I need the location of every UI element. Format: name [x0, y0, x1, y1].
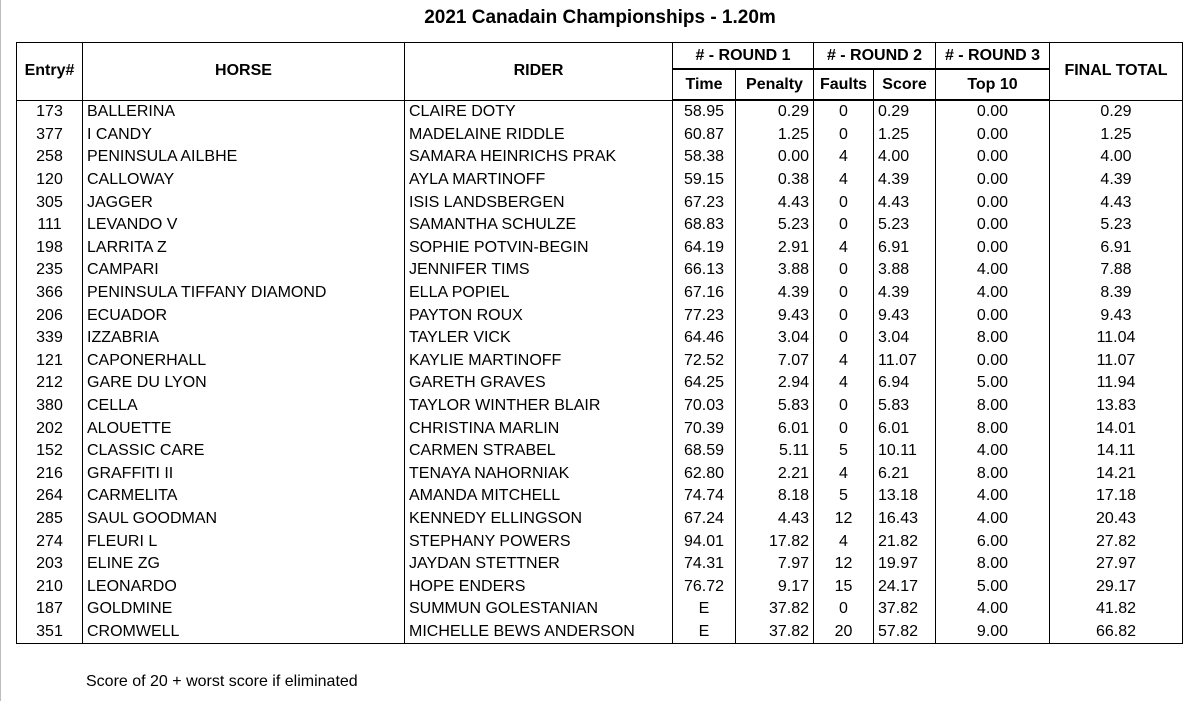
rider-cell: AMANDA MITCHELL: [405, 485, 673, 508]
time-cell: E: [673, 621, 736, 644]
time-cell: 62.80: [673, 463, 736, 486]
top10-cell: 4.00: [936, 440, 1050, 463]
horse-cell: ALOUETTE: [83, 417, 405, 440]
rider-cell: TAYLER VICK: [405, 327, 673, 350]
score-cell: 3.04: [874, 327, 936, 350]
score-cell: 4.39: [874, 169, 936, 192]
time-cell: 64.25: [673, 372, 736, 395]
horse-cell: CAPONERHALL: [83, 350, 405, 373]
time-cell: 67.24: [673, 508, 736, 531]
final-total-cell: 66.82: [1050, 621, 1183, 644]
penalty-cell: 0.38: [736, 169, 814, 192]
top10-cell: 0.00: [936, 237, 1050, 260]
footnote: Score of 20 + worst score if eliminated: [86, 673, 358, 690]
final-total-cell: 9.43: [1050, 304, 1183, 327]
horse-cell: IZZABRIA: [83, 327, 405, 350]
table-row: [17, 237, 1183, 260]
penalty-cell: 8.18: [736, 485, 814, 508]
header-faults: Faults: [814, 69, 874, 100]
score-cell: 4.00: [874, 146, 936, 169]
final-total-cell: 27.82: [1050, 530, 1183, 553]
horse-cell: ECUADOR: [83, 304, 405, 327]
header-score: Score: [874, 69, 936, 100]
table-row: [17, 575, 1183, 598]
top10-cell: 9.00: [936, 621, 1050, 644]
top10-cell: 5.00: [936, 575, 1050, 598]
score-cell: 9.43: [874, 304, 936, 327]
score-cell: 6.01: [874, 417, 936, 440]
table-row: [17, 100, 1183, 124]
table-row: [17, 440, 1183, 463]
top10-cell: 0.00: [936, 350, 1050, 373]
final-total-cell: 13.83: [1050, 395, 1183, 418]
entry-cell: 198: [17, 237, 83, 260]
time-cell: 70.39: [673, 417, 736, 440]
rider-cell: KENNEDY ELLINGSON: [405, 508, 673, 531]
entry-cell: 206: [17, 304, 83, 327]
score-cell: 5.83: [874, 395, 936, 418]
entry-cell: 216: [17, 463, 83, 486]
top10-cell: 0.00: [936, 304, 1050, 327]
score-cell: 16.43: [874, 508, 936, 531]
score-cell: 19.97: [874, 553, 936, 576]
penalty-cell: 5.11: [736, 440, 814, 463]
faults-cell: 4: [814, 146, 874, 169]
faults-cell: 20: [814, 621, 874, 644]
time-cell: 60.87: [673, 124, 736, 147]
horse-cell: LEONARDO: [83, 575, 405, 598]
table-row: [17, 304, 1183, 327]
faults-cell: 5: [814, 440, 874, 463]
entry-cell: 305: [17, 191, 83, 214]
final-total-cell: 8.39: [1050, 282, 1183, 305]
faults-cell: 4: [814, 530, 874, 553]
entry-cell: 258: [17, 146, 83, 169]
time-cell: 68.59: [673, 440, 736, 463]
penalty-cell: 37.82: [736, 598, 814, 621]
horse-cell: LARRITA Z: [83, 237, 405, 260]
entry-cell: 377: [17, 124, 83, 147]
table-row: [17, 395, 1183, 418]
penalty-cell: 6.01: [736, 417, 814, 440]
penalty-cell: 5.83: [736, 395, 814, 418]
top10-cell: 8.00: [936, 553, 1050, 576]
horse-cell: ELINE ZG: [83, 553, 405, 576]
entry-cell: 274: [17, 530, 83, 553]
time-cell: 64.46: [673, 327, 736, 350]
time-cell: E: [673, 598, 736, 621]
entry-cell: 339: [17, 327, 83, 350]
header-round-1: # - ROUND 1: [673, 43, 814, 70]
penalty-cell: 4.43: [736, 508, 814, 531]
final-total-cell: 14.21: [1050, 463, 1183, 486]
final-total-cell: 4.43: [1050, 191, 1183, 214]
rider-cell: TENAYA NAHORNIAK: [405, 463, 673, 486]
penalty-cell: 1.25: [736, 124, 814, 147]
faults-cell: 0: [814, 327, 874, 350]
final-total-cell: 4.39: [1050, 169, 1183, 192]
entry-cell: 121: [17, 350, 83, 373]
horse-cell: GRAFFITI II: [83, 463, 405, 486]
final-total-cell: 17.18: [1050, 485, 1183, 508]
faults-cell: 0: [814, 395, 874, 418]
final-total-cell: 20.43: [1050, 508, 1183, 531]
time-cell: 59.15: [673, 169, 736, 192]
top10-cell: 6.00: [936, 530, 1050, 553]
rider-cell: STEPHANY POWERS: [405, 530, 673, 553]
score-cell: 3.88: [874, 259, 936, 282]
rider-cell: CARMEN STRABEL: [405, 440, 673, 463]
horse-cell: LEVANDO V: [83, 214, 405, 237]
rider-cell: MICHELLE BEWS ANDERSON: [405, 621, 673, 644]
table-row: [17, 169, 1183, 192]
rider-cell: SAMARA HEINRICHS PRAK: [405, 146, 673, 169]
time-cell: 94.01: [673, 530, 736, 553]
time-cell: 70.03: [673, 395, 736, 418]
time-cell: 74.74: [673, 485, 736, 508]
time-cell: 58.95: [673, 100, 736, 124]
entry-cell: 380: [17, 395, 83, 418]
final-total-cell: 11.94: [1050, 372, 1183, 395]
entry-cell: 235: [17, 259, 83, 282]
penalty-cell: 0.29: [736, 100, 814, 124]
score-cell: 24.17: [874, 575, 936, 598]
faults-cell: 0: [814, 259, 874, 282]
top10-cell: 4.00: [936, 508, 1050, 531]
final-total-cell: 14.01: [1050, 417, 1183, 440]
faults-cell: 4: [814, 237, 874, 260]
header-entry: Entry#: [17, 43, 83, 101]
score-cell: 37.82: [874, 598, 936, 621]
faults-cell: 0: [814, 214, 874, 237]
penalty-cell: 2.21: [736, 463, 814, 486]
table-row: [17, 530, 1183, 553]
header-round-2: # - ROUND 2: [814, 43, 936, 70]
rider-cell: HOPE ENDERS: [405, 575, 673, 598]
faults-cell: 0: [814, 191, 874, 214]
entry-cell: 351: [17, 621, 83, 644]
header-penalty: Penalty: [736, 69, 814, 100]
rider-cell: CLAIRE DOTY: [405, 100, 673, 124]
rider-cell: AYLA MARTINOFF: [405, 169, 673, 192]
top10-cell: 0.00: [936, 191, 1050, 214]
horse-cell: BALLERINA: [83, 100, 405, 124]
header-rider: RIDER: [405, 43, 673, 101]
score-cell: 57.82: [874, 621, 936, 644]
horse-cell: CAMPARI: [83, 259, 405, 282]
rider-cell: GARETH GRAVES: [405, 372, 673, 395]
table-row: [17, 146, 1183, 169]
rider-cell: SAMANTHA SCHULZE: [405, 214, 673, 237]
final-total-cell: 4.00: [1050, 146, 1183, 169]
rider-cell: JAYDAN STETTNER: [405, 553, 673, 576]
top10-cell: 4.00: [936, 259, 1050, 282]
penalty-cell: 2.94: [736, 372, 814, 395]
table-row: [17, 508, 1183, 531]
score-cell: 4.43: [874, 191, 936, 214]
horse-cell: PENINSULA TIFFANY DIAMOND: [83, 282, 405, 305]
final-total-cell: 6.91: [1050, 237, 1183, 260]
faults-cell: 0: [814, 417, 874, 440]
top10-cell: 0.00: [936, 124, 1050, 147]
top10-cell: 8.00: [936, 395, 1050, 418]
penalty-cell: 3.04: [736, 327, 814, 350]
entry-cell: 152: [17, 440, 83, 463]
horse-cell: CROMWELL: [83, 621, 405, 644]
header-round-3: # - ROUND 3: [936, 43, 1050, 70]
final-total-cell: 11.04: [1050, 327, 1183, 350]
table-row: [17, 327, 1183, 350]
table-row: [17, 621, 1183, 644]
penalty-cell: 3.88: [736, 259, 814, 282]
horse-cell: CARMELITA: [83, 485, 405, 508]
score-cell: 5.23: [874, 214, 936, 237]
horse-cell: FLEURI L: [83, 530, 405, 553]
final-total-cell: 11.07: [1050, 350, 1183, 373]
table-row: [17, 124, 1183, 147]
time-cell: 74.31: [673, 553, 736, 576]
page-edge: [0, 0, 1, 701]
final-total-cell: 14.11: [1050, 440, 1183, 463]
penalty-cell: 0.00: [736, 146, 814, 169]
results-table: [16, 42, 1183, 644]
table-row: [17, 598, 1183, 621]
time-cell: 68.83: [673, 214, 736, 237]
faults-cell: 0: [814, 282, 874, 305]
faults-cell: 12: [814, 553, 874, 576]
faults-cell: 4: [814, 372, 874, 395]
penalty-cell: 4.39: [736, 282, 814, 305]
entry-cell: 212: [17, 372, 83, 395]
page-title: 2021 Canadain Championships - 1.20m: [424, 7, 776, 28]
penalty-cell: 9.43: [736, 304, 814, 327]
rider-cell: MADELAINE RIDDLE: [405, 124, 673, 147]
faults-cell: 5: [814, 485, 874, 508]
top10-cell: 0.00: [936, 100, 1050, 124]
penalty-cell: 17.82: [736, 530, 814, 553]
table-row: [17, 485, 1183, 508]
time-cell: 58.38: [673, 146, 736, 169]
top10-cell: 0.00: [936, 146, 1050, 169]
header-horse: HORSE: [83, 43, 405, 101]
faults-cell: 12: [814, 508, 874, 531]
entry-cell: 120: [17, 169, 83, 192]
penalty-cell: 9.17: [736, 575, 814, 598]
top10-cell: 0.00: [936, 169, 1050, 192]
entry-cell: 187: [17, 598, 83, 621]
horse-cell: PENINSULA AILBHE: [83, 146, 405, 169]
final-total-cell: 5.23: [1050, 214, 1183, 237]
header-time: Time: [673, 69, 736, 100]
score-cell: 11.07: [874, 350, 936, 373]
score-cell: 6.91: [874, 237, 936, 260]
penalty-cell: 4.43: [736, 191, 814, 214]
top10-cell: 8.00: [936, 417, 1050, 440]
score-cell: 13.18: [874, 485, 936, 508]
table-row: [17, 417, 1183, 440]
rider-cell: KAYLIE MARTINOFF: [405, 350, 673, 373]
header-top-10: Top 10: [936, 69, 1050, 100]
top10-cell: 4.00: [936, 598, 1050, 621]
header-final-total: FINAL TOTAL: [1050, 43, 1183, 101]
final-total-cell: 7.88: [1050, 259, 1183, 282]
faults-cell: 4: [814, 350, 874, 373]
top10-cell: 8.00: [936, 463, 1050, 486]
rider-cell: SUMMUN GOLESTANIAN: [405, 598, 673, 621]
top10-cell: 8.00: [936, 327, 1050, 350]
rider-cell: CHRISTINA MARLIN: [405, 417, 673, 440]
penalty-cell: 7.97: [736, 553, 814, 576]
time-cell: 67.23: [673, 191, 736, 214]
faults-cell: 4: [814, 463, 874, 486]
horse-cell: JAGGER: [83, 191, 405, 214]
faults-cell: 0: [814, 304, 874, 327]
table-row: [17, 350, 1183, 373]
penalty-cell: 5.23: [736, 214, 814, 237]
final-total-cell: 1.25: [1050, 124, 1183, 147]
final-total-cell: 29.17: [1050, 575, 1183, 598]
final-total-cell: 41.82: [1050, 598, 1183, 621]
results-body: [17, 100, 1183, 644]
score-cell: 1.25: [874, 124, 936, 147]
faults-cell: 0: [814, 124, 874, 147]
time-cell: 76.72: [673, 575, 736, 598]
horse-cell: CLASSIC CARE: [83, 440, 405, 463]
rider-cell: ELLA POPIEL: [405, 282, 673, 305]
table-row: [17, 463, 1183, 486]
horse-cell: I CANDY: [83, 124, 405, 147]
horse-cell: SAUL GOODMAN: [83, 508, 405, 531]
rider-cell: PAYTON ROUX: [405, 304, 673, 327]
faults-cell: 4: [814, 169, 874, 192]
entry-cell: 111: [17, 214, 83, 237]
score-cell: 21.82: [874, 530, 936, 553]
horse-cell: CALLOWAY: [83, 169, 405, 192]
top10-cell: 4.00: [936, 282, 1050, 305]
time-cell: 64.19: [673, 237, 736, 260]
penalty-cell: 7.07: [736, 350, 814, 373]
score-cell: 10.11: [874, 440, 936, 463]
entry-cell: 203: [17, 553, 83, 576]
entry-cell: 202: [17, 417, 83, 440]
final-total-cell: 0.29: [1050, 100, 1183, 124]
score-cell: 6.21: [874, 463, 936, 486]
faults-cell: 0: [814, 598, 874, 621]
faults-cell: 15: [814, 575, 874, 598]
table-row: [17, 259, 1183, 282]
table-row: [17, 372, 1183, 395]
rider-cell: TAYLOR WINTHER BLAIR: [405, 395, 673, 418]
score-cell: 6.94: [874, 372, 936, 395]
horse-cell: CELLA: [83, 395, 405, 418]
table-row: [17, 214, 1183, 237]
top10-cell: 4.00: [936, 485, 1050, 508]
rider-cell: ISIS LANDSBERGEN: [405, 191, 673, 214]
rider-cell: SOPHIE POTVIN-BEGIN: [405, 237, 673, 260]
top10-cell: 5.00: [936, 372, 1050, 395]
top10-cell: 0.00: [936, 214, 1050, 237]
table-row: [17, 191, 1183, 214]
table-row: [17, 282, 1183, 305]
penalty-cell: 2.91: [736, 237, 814, 260]
horse-cell: GARE DU LYON: [83, 372, 405, 395]
score-cell: 0.29: [874, 100, 936, 124]
entry-cell: 173: [17, 100, 83, 124]
table-row: [17, 553, 1183, 576]
entry-cell: 285: [17, 508, 83, 531]
time-cell: 66.13: [673, 259, 736, 282]
entry-cell: 210: [17, 575, 83, 598]
time-cell: 72.52: [673, 350, 736, 373]
horse-cell: GOLDMINE: [83, 598, 405, 621]
entry-cell: 264: [17, 485, 83, 508]
final-total-cell: 27.97: [1050, 553, 1183, 576]
penalty-cell: 37.82: [736, 621, 814, 644]
entry-cell: 366: [17, 282, 83, 305]
time-cell: 67.16: [673, 282, 736, 305]
time-cell: 77.23: [673, 304, 736, 327]
score-cell: 4.39: [874, 282, 936, 305]
faults-cell: 0: [814, 100, 874, 124]
rider-cell: JENNIFER TIMS: [405, 259, 673, 282]
